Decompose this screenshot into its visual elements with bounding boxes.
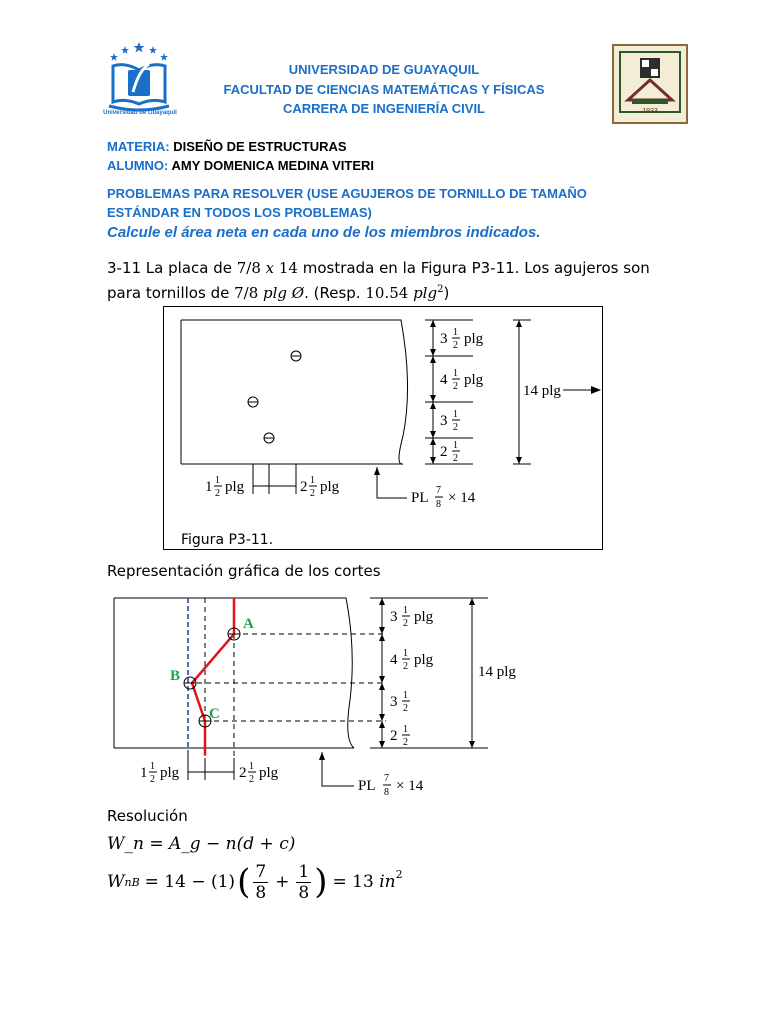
dashed-guides (188, 598, 386, 765)
dim-1-half-num: 1 (453, 327, 458, 338)
pl2-num: 7 (384, 773, 389, 784)
subject-value: DISEÑO DE ESTRUCTURAS (173, 139, 347, 154)
dim-3-whole: 3 (440, 413, 448, 429)
dim2-1-den: 2 (403, 618, 408, 629)
faculty-logo-year: 1933 (642, 108, 658, 115)
statement-14: 14 (274, 259, 298, 277)
task-instruction: Calcule el área neta en cada uno de los miembros indicados. (107, 224, 541, 241)
dim2-2-den: 2 (403, 661, 408, 672)
pitch-left-den: 2 (215, 488, 220, 499)
hole-b (248, 397, 258, 407)
pitch-right-den: 2 (310, 488, 315, 499)
eq2-a: = 14 − (1) (144, 872, 236, 892)
statement-exponent: 2 (437, 284, 444, 295)
pl2-label: PL (358, 778, 376, 794)
dim2-2-num: 1 (403, 648, 408, 659)
statement-text-d: . (Resp. (304, 284, 366, 302)
pitch2-left-num: 1 (150, 761, 155, 772)
pitch2-right-num: 1 (249, 761, 254, 772)
pitch-left-num: 1 (215, 475, 220, 486)
pitch2-left-whole: 1 (140, 765, 148, 781)
statement-text-b: mostrada en la Figura P3-11. Los agujeros son (297, 259, 650, 277)
dim2-4-whole: 2 (390, 728, 398, 744)
dim2-4-num: 1 (403, 724, 408, 735)
dim-2-half-num: 1 (453, 368, 458, 379)
eq2-f2-num: 1 (298, 861, 310, 882)
pl-num: 7 (436, 485, 441, 496)
pitch-right-whole: 2 (300, 479, 308, 495)
pitch2-right-whole: 2 (239, 765, 247, 781)
pitch2-right-den: 2 (249, 774, 254, 785)
pl-label: PL (411, 490, 429, 506)
pitch-dimensions-2 (188, 750, 234, 780)
problems-heading-line1: PROBLEMAS PARA RESOLVER (USE AGUJEROS DE TORNILLO DE TAMAÑO (107, 186, 587, 201)
pitch-dimensions (253, 464, 296, 494)
eq2-fraction-1 (253, 862, 268, 903)
dim-4-half-num: 1 (453, 440, 458, 451)
label-b: B (170, 668, 181, 684)
pl-den: 8 (436, 499, 441, 510)
pitch-right-unit: plg (320, 479, 340, 495)
eq2-open-paren: ( (237, 862, 251, 902)
eq2-fraction-2 (296, 862, 311, 903)
hole2-b (184, 677, 196, 689)
pitch2-left-unit: plg (160, 765, 180, 781)
equation-2 (107, 860, 403, 904)
statement-text-a: 3-11 La placa de (107, 259, 237, 277)
eq2-f1-den: 8 (255, 882, 267, 903)
eq2-result: = 13 (332, 872, 380, 892)
dim2-2-unit: plg (414, 652, 434, 668)
subject-key: MATERIA: (107, 139, 170, 154)
dim2-2-whole: 4 (390, 652, 398, 668)
pl-leader-arrow (374, 467, 380, 475)
pitch2-left-den: 2 (150, 774, 155, 785)
total-width-label: 14 plg (523, 383, 561, 399)
statement-fraction-a: 7/8 (236, 259, 266, 277)
pl2-den: 8 (384, 787, 389, 798)
eq2-subscript: nB (124, 875, 140, 889)
eq2-close-paren: ) (314, 862, 328, 902)
label-c: C (209, 706, 220, 722)
pl-leader (377, 467, 407, 498)
section-graphic-title: Representación gráfica de los cortes (107, 562, 381, 580)
cut-path-abc (192, 598, 234, 755)
hole-c (264, 433, 274, 443)
dim2-1-whole: 3 (390, 609, 398, 625)
equation-1-text: W_n = A_g − n(d + c) (107, 834, 296, 854)
dim-2-whole: 4 (440, 372, 448, 388)
hole-a (291, 351, 301, 361)
label-a: A (243, 616, 254, 632)
statement-text-c: para tornillos de (107, 284, 235, 302)
equation-1 (107, 834, 295, 854)
dim-1-unit: plg (464, 331, 484, 347)
eq2-lhs: W (107, 872, 125, 892)
statement-x: x (265, 259, 275, 277)
dim2-4-den: 2 (403, 737, 408, 748)
dim2-1-num: 1 (403, 605, 408, 616)
total-width-label-2: 14 plg (478, 664, 516, 680)
eq2-plus: + (275, 872, 290, 892)
dim-3-half-den: 2 (453, 422, 458, 433)
eq2-unit: in (379, 872, 396, 892)
resolution-title: Resolución (107, 807, 188, 825)
statement-close: ) (443, 284, 450, 302)
dim2-3-den: 2 (403, 703, 408, 714)
dim-3-half-num: 1 (453, 409, 458, 420)
figure-caption: Figura P3-11. (181, 532, 274, 548)
dim-1-whole: 3 (440, 331, 448, 347)
dim2-3-num: 1 (403, 690, 408, 701)
student-line (107, 156, 374, 175)
university-logo-caption: Universidad de Guayaquil (103, 110, 177, 116)
statement-answer-unit: plg (413, 284, 438, 302)
university-name: UNIVERSIDAD DE GUAYAQUIL (288, 62, 480, 77)
plate-outline-top (181, 320, 408, 464)
problems-heading-line2: ESTÁNDAR EN TODOS LOS PROBLEMAS) (107, 205, 372, 220)
problem-statement-line2 (107, 278, 663, 305)
figure-p3-11 (163, 306, 603, 550)
statement-answer: 10.54 (365, 284, 414, 302)
subject-line (107, 137, 347, 156)
career-name: CARRERA DE INGENIERÍA CIVIL (283, 101, 485, 116)
dim-1-half-den: 2 (453, 340, 458, 351)
pitch-left-unit: plg (225, 479, 245, 495)
eq2-exponent: 2 (395, 868, 403, 881)
student-key: ALUMNO: (107, 158, 169, 173)
student-value: AMY DOMENICA MEDINA VITERI (171, 158, 375, 173)
dim2-3-whole: 3 (390, 694, 398, 710)
dim-4-half-den: 2 (453, 453, 458, 464)
pitch2-right-unit: plg (259, 765, 279, 781)
eq2-f2-den: 8 (298, 882, 310, 903)
statement-fraction-b: 7/8 (234, 284, 264, 302)
dim-2-unit: plg (464, 372, 484, 388)
statement-unit-diam: plg Ø (263, 284, 305, 302)
eq2-f1-num: 7 (255, 861, 267, 882)
faculty-name: FACULTAD DE CIENCIAS MATEMÁTICAS Y FÍSICAS (223, 82, 545, 97)
figure-cuts (108, 590, 516, 800)
dim-2-half-den: 2 (453, 381, 458, 392)
pitch-left-whole: 1 (205, 479, 213, 495)
pl2-leader-arrow (319, 752, 325, 760)
dim2-1-unit: plg (414, 609, 434, 625)
problem-statement-line1 (107, 257, 663, 280)
dim-4-whole: 2 (440, 444, 448, 460)
pl-rest: × 14 (448, 490, 476, 506)
pl2-rest: × 14 (396, 778, 424, 794)
pl2-leader (322, 752, 354, 786)
pitch-right-num: 1 (310, 475, 315, 486)
